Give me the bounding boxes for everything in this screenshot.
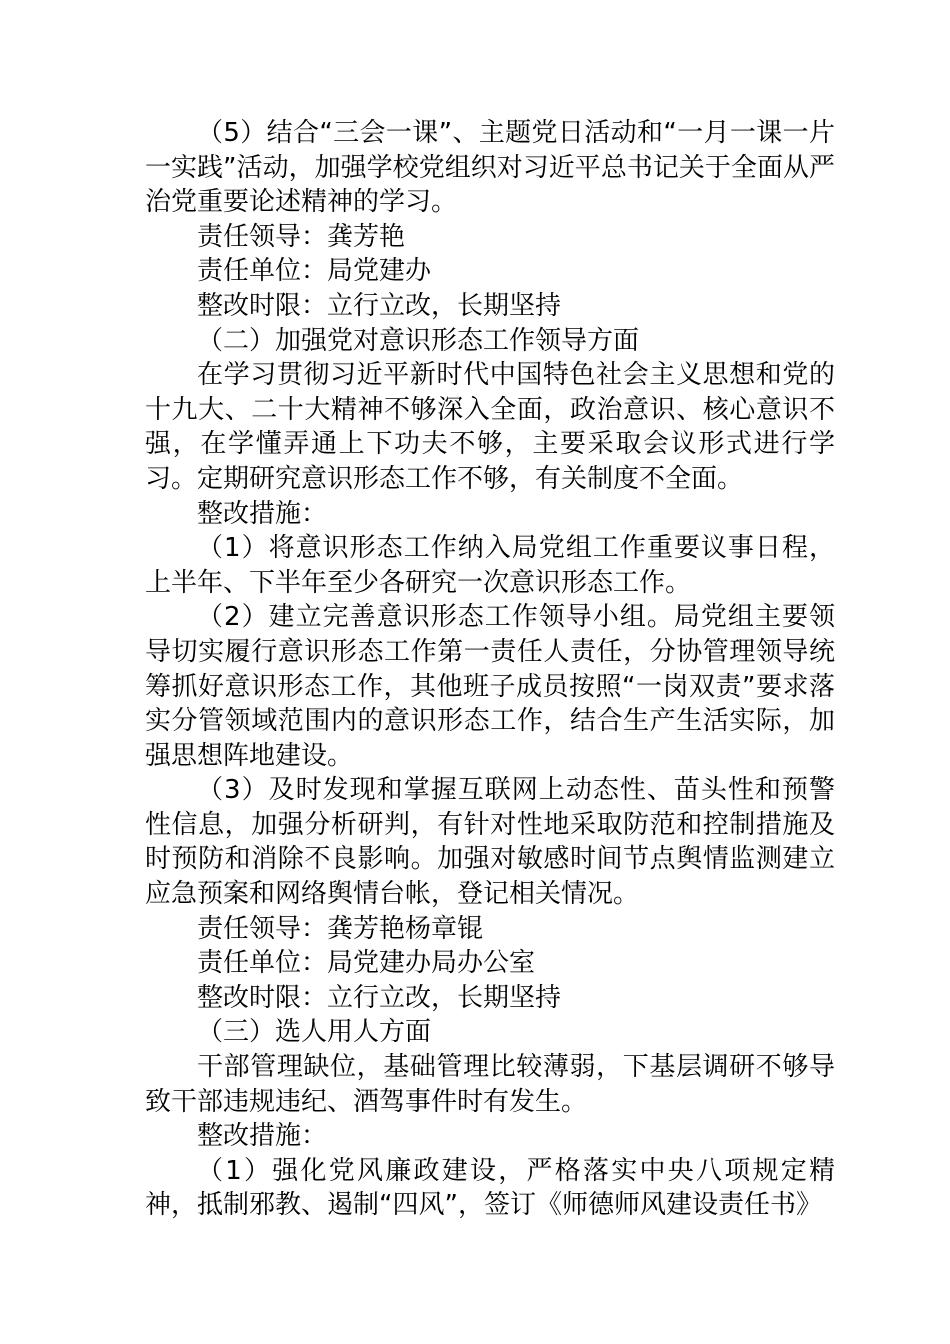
paragraph-measure-1: （1）强化党风廉政建设，严格落实中央八项规定精神，抵制邪教、遏制“四风”，签订《师德师风建设责任书》 (145, 1155, 835, 1221)
responsible-leader: 责任领导：龚芳艳杨章锟 (197, 913, 484, 944)
problem-description: 干部管理缺位，基础管理比较薄弱，下基层调研不够导致干部违规违纪、酒驾事件时有发生。 (145, 1052, 835, 1117)
problem-description: 在学习贯彻习近平新时代中国特色社会主义思想和党的十九大、二十大精神不够深入全面，政治意识、核心意识不强，在学懂弄通上下功夫不够，主要采取会议形式进行学习。定期研究意识形态工作不够，有关制度不全面。 (145, 360, 835, 494)
measures-label: 整改措施： (197, 498, 328, 529)
responsible-unit: 责任单位：局党建办局办公室 (197, 948, 536, 979)
paragraph-measure-1: （1）将意识形态工作纳入局党组工作重要议事日程，上半年、下半年至少各研究一次意识形态工作。 (145, 533, 835, 598)
responsible-unit: 责任单位：局党建办 (197, 256, 432, 287)
rectification-deadline: 整改时限：立行立改，长期坚持 (197, 982, 562, 1013)
paragraph-measure-5: （5）结合“三会一课”、主题党日活动和“一月一课一片一实践”活动，加强学校党组织对习近平总书记关于全面从严治党重要论述精神的学习。 (145, 118, 835, 218)
paragraph-measure-3: （3）及时发现和掌握互联网上动态性、苗头性和预警性信息，加强分析研判，有针对性地采取防范和控制措施及时预防和消除不良影响。加强对敏感时间节点舆情监测建立应急预案和网络舆情台帐，登记相关情况。 (145, 775, 835, 910)
section-heading-3: （三）选人用人方面 (197, 1017, 432, 1048)
document-body (145, 116, 835, 1223)
measures-label: 整改措施： (197, 1121, 328, 1152)
paragraph-measure-2: （2）建立完善意识形态工作领导小组。局党组主要领导切实履行意识形态工作第一责任人责任，分协管理领导统筹抓好意识形态工作，其他班子成员按照“一岗双责”要求落实分管领域范围内的意识形态工作，结合生产生活实际，加强思想阵地建设。 (145, 602, 835, 771)
responsible-leader: 责任领导：龚芳艳 (197, 221, 406, 252)
rectification-deadline: 整改时限：立行立改，长期坚持 (197, 290, 562, 321)
section-heading-2: （二）加强党对意识形态工作领导方面 (197, 325, 640, 356)
